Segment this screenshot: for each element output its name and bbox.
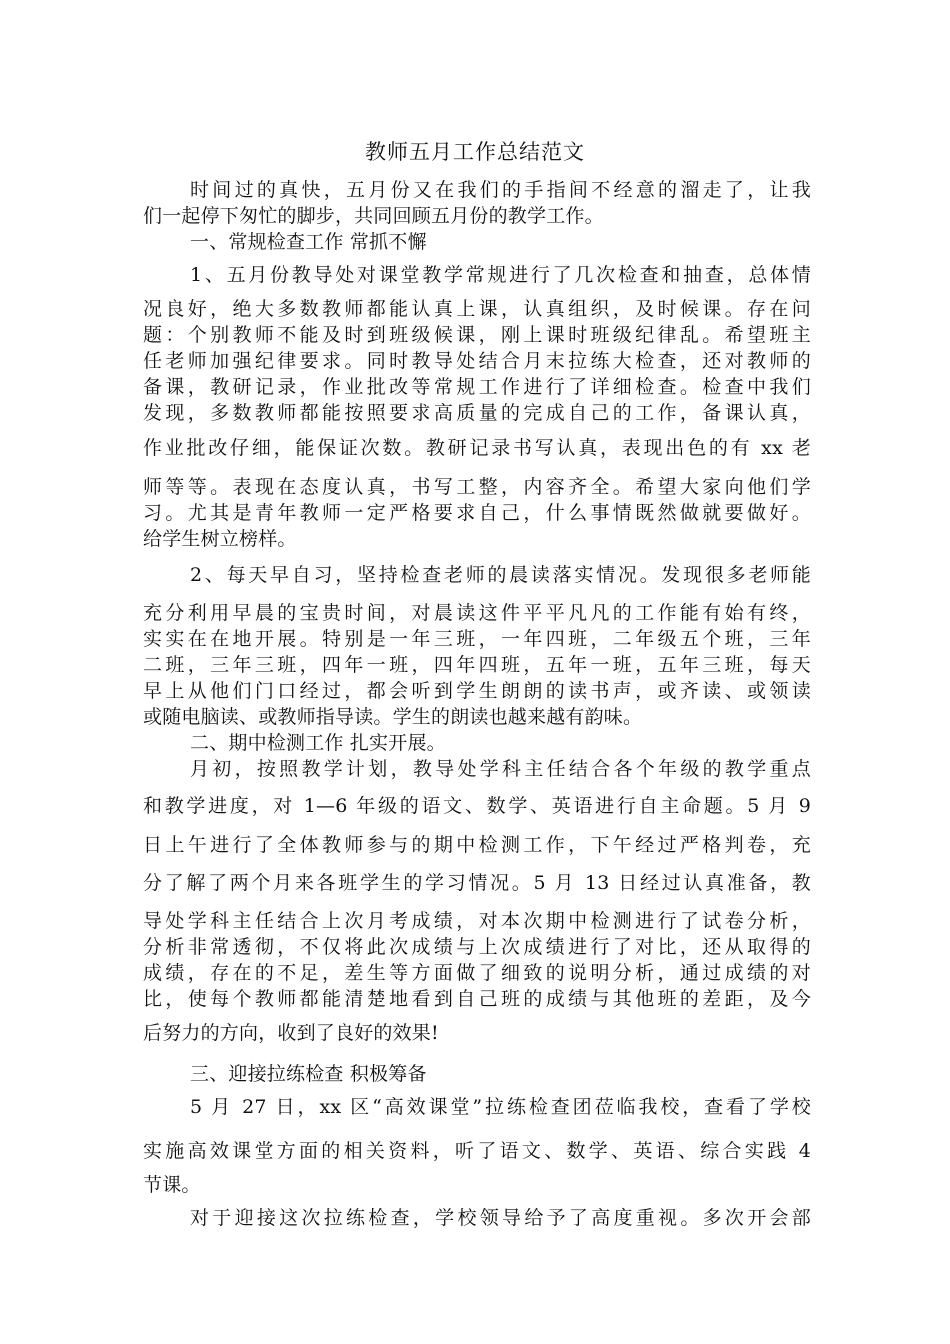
- section-heading: 一、常规检查工作 常抓不懈: [190, 231, 427, 253]
- paragraph-line: 早上从他们门口经过，都会听到学生朗朗的读书声，或齐读、或领读: [143, 680, 811, 702]
- paragraph-line: 2、每天早自习，坚持检查老师的晨读落实情况。发现很多老师能: [190, 564, 811, 586]
- paragraph-line: 发现，多数教师都能按照要求高质量的完成自己的工作，备课认真，: [143, 402, 811, 424]
- document-title: 教师五月工作总结范文: [365, 140, 585, 164]
- paragraph-line: 给学生树立榜样。: [143, 528, 297, 550]
- paragraph-line: 况良好，绝大多数教师都能认真上课，认真组织，及时候课。存在问: [143, 298, 811, 320]
- paragraph-line: 备课，教研记录，作业批改等常规工作进行了详细检查。检查中我们: [143, 376, 811, 398]
- paragraph-line: 师等等。表现在态度认真，书写工整，内容齐全。希望大家向他们学: [143, 476, 811, 498]
- paragraph-line: 分析非常透彻，不仅将此次成绩与上次成绩进行了对比，还从取得的: [143, 936, 811, 958]
- paragraph-line: 作业批改仔细，能保证次数。教研记录书写认真，表现出色的有 xx 老: [143, 437, 811, 459]
- paragraph-line: 1、五月份教导处对课堂教学常规进行了几次检查和抽查，总体情: [190, 264, 811, 286]
- paragraph-line: 导处学科主任结合上次月考成绩，对本次期中检测进行了试卷分析，: [143, 910, 811, 932]
- paragraph-line: 或随电脑读、或教师指导读。学生的朗读也越来越有韵味。: [143, 706, 643, 728]
- paragraph-line: 后努力的方向，收到了良好的效果!: [143, 1022, 439, 1044]
- section-heading: 三、迎接拉练检查 积极筹备: [190, 1063, 427, 1085]
- paragraph-line: 实施高效课堂方面的相关资料，听了语文、数学、英语、综合实践 4: [143, 1140, 811, 1162]
- paragraph-line: 分了解了两个月来各班学生的学习情况。5 月 13 日经过认真准备，教: [143, 872, 811, 894]
- paragraph-line: 日上午进行了全体教师参与的期中检测工作，下午经过严格判卷，充: [143, 834, 811, 856]
- paragraph-line: 时间过的真快，五月份又在我们的手指间不经意的溜走了，让我: [190, 179, 811, 201]
- paragraph-line: 充分利用早晨的宝贵时间，对晨读这件平平凡凡的工作能有始有终，: [143, 602, 811, 624]
- section-heading: 二、期中检测工作 扎实开展。: [190, 732, 446, 754]
- paragraph-line: 实实在在地开展。特别是一年三班，一年四班，二年级五个班，三年: [143, 628, 811, 650]
- paragraph-line: 对于迎接这次拉练检查，学校领导给予了高度重视。多次开会部: [190, 1207, 811, 1229]
- paragraph-line: 题：个别教师不能及时到班级候课，刚上课时班级纪律乱。希望班主: [143, 324, 811, 346]
- paragraph-line: 5 月 27 日，xx 区“高效课堂”拉练检查团莅临我校，查看了学校: [190, 1096, 811, 1118]
- paragraph-line: 节课。: [143, 1174, 201, 1196]
- paragraph-line: 习。尤其是青年教师一定严格要求自己，什么事情既然做就要做好。: [143, 502, 811, 524]
- paragraph-line: 比，使每个教师都能清楚地看到自己班的成绩与其他班的差距，及今: [143, 988, 811, 1010]
- paragraph-line: 们一起停下匆忙的脚步，共同回顾五月份的教学工作。: [143, 205, 604, 227]
- paragraph-line: 和教学进度，对 1—6 年级的语文、数学、英语进行自主命题。5 月 9: [143, 795, 811, 817]
- paragraph-line: 成绩，存在的不足，差生等方面做了细致的说明分析，通过成绩的对: [143, 962, 811, 984]
- paragraph-line: 月初，按照教学计划，教导处学科主任结合各个年级的教学重点: [190, 758, 811, 780]
- paragraph-line: 任老师加强纪律要求。同时教导处结合月末拉练大检查，还对教师的: [143, 350, 811, 372]
- paragraph-line: 二班，三年三班，四年一班，四年四班，五年一班，五年三班，每天: [143, 654, 811, 676]
